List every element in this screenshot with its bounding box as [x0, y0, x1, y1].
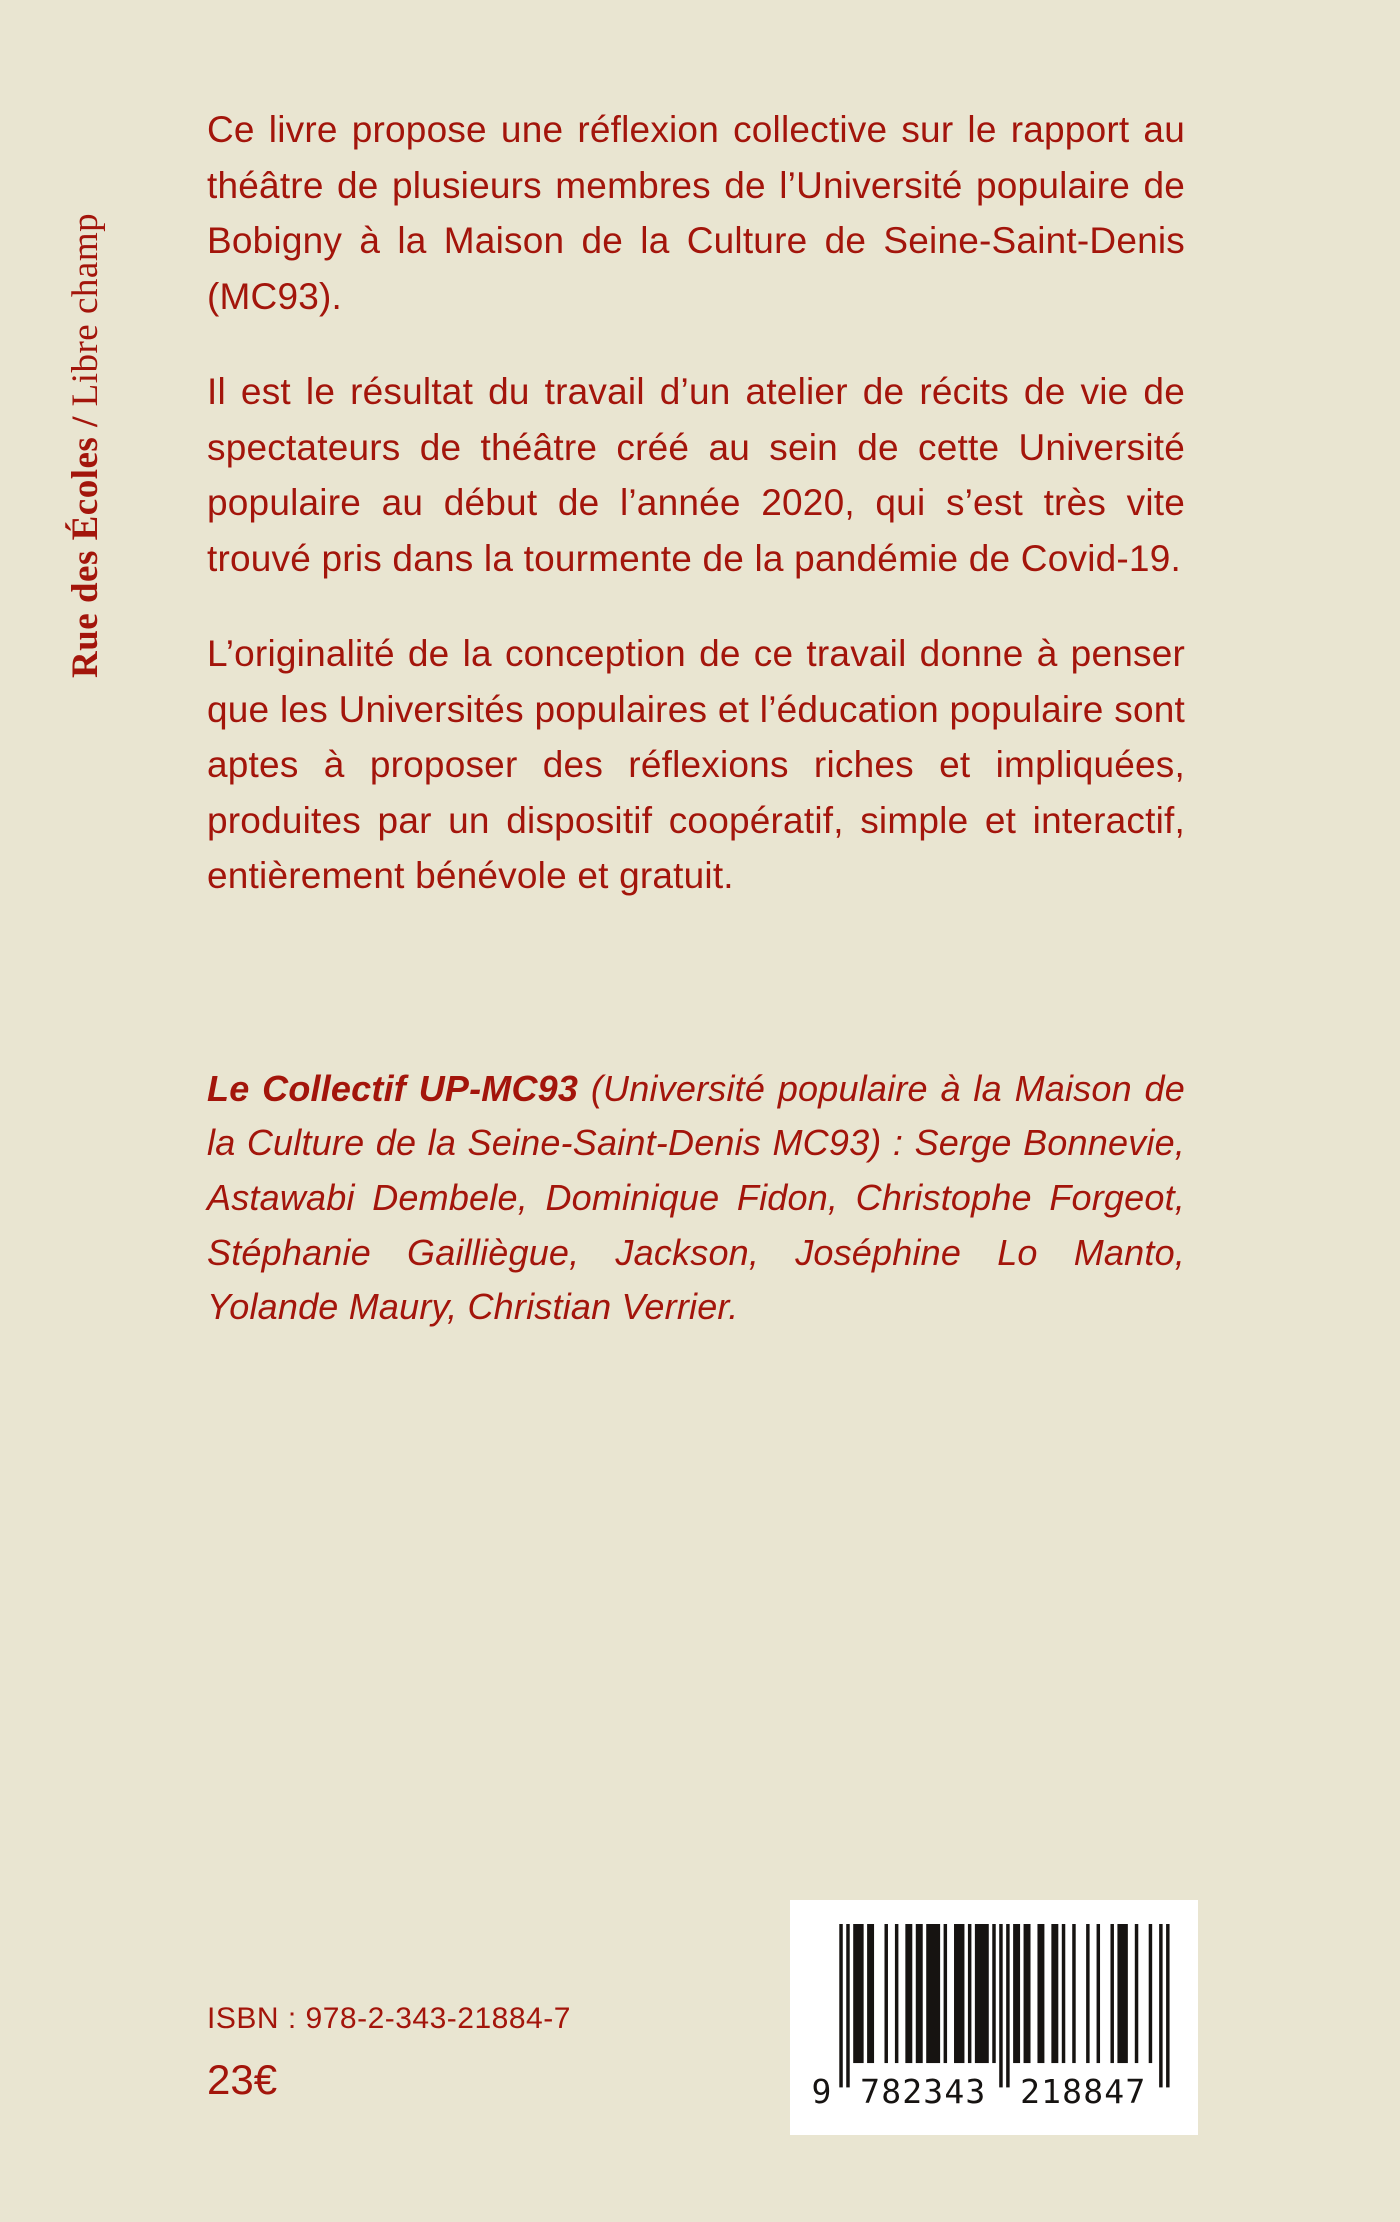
blurb-paragraph-3: L’originalité de la conception de ce travail donne à penser que les Universités populaires et l’éducation populaire sont aptes à proposer des réflexions riches et impliquées, produites par un dispositif coopératif, simple et interactif, entièrement bénévole et gratuit. [207, 633, 1185, 896]
collection-separator: / [65, 406, 106, 437]
blurb-paragraph-2: Il est le résultat du travail d’un atelier de récits de vie de spectateurs de théâtre créé au sein de cette Université populaire au début de l’année 2020, qui s’est très vite trouvé pris dans la tourmente de la pandémie de Covid-19. [207, 371, 1185, 579]
collection-name: Rue des Écoles [65, 436, 106, 678]
blurb-paragraph-1: Ce livre propose une réflexion collective sur le rapport au théâtre de plusieurs membres de l’Université populaire de Bobigny à la Maison de la Culture de Seine-Saint-Denis (MC93). [207, 109, 1185, 317]
barcode-digits-right: 218847 [1020, 2071, 1146, 2111]
authors-paragraph [207, 1062, 1185, 1336]
barcode-digit-lead: 9 [811, 2071, 832, 2111]
blurb-column [207, 102, 1185, 1335]
collection-subtitle: Libre champ [65, 212, 106, 407]
authors-list: (Université populaire à la Maison de la Culture de la Seine-Saint-Denis MC93) : Serge Bonnevie, Astawabi Dembele, Dominique Fidon, Christophe Forgeot, Stéphanie Gailliègue, Jackson, Joséphine Lo Manto, Yolande Maury, Christian Verrier. [207, 1067, 1185, 1328]
barcode-digits-left: 782343 [860, 2071, 986, 2111]
collection-spine-text [64, 98, 120, 678]
collective-name: Le Collectif UP-MC93 [207, 1067, 579, 1109]
price-text: 23€ [207, 2056, 278, 2103]
barcode [790, 1900, 1198, 2135]
isbn-text: ISBN : 978-2-343-21884-7 [207, 2002, 571, 2035]
barcode-bars [808, 1924, 1180, 2112]
